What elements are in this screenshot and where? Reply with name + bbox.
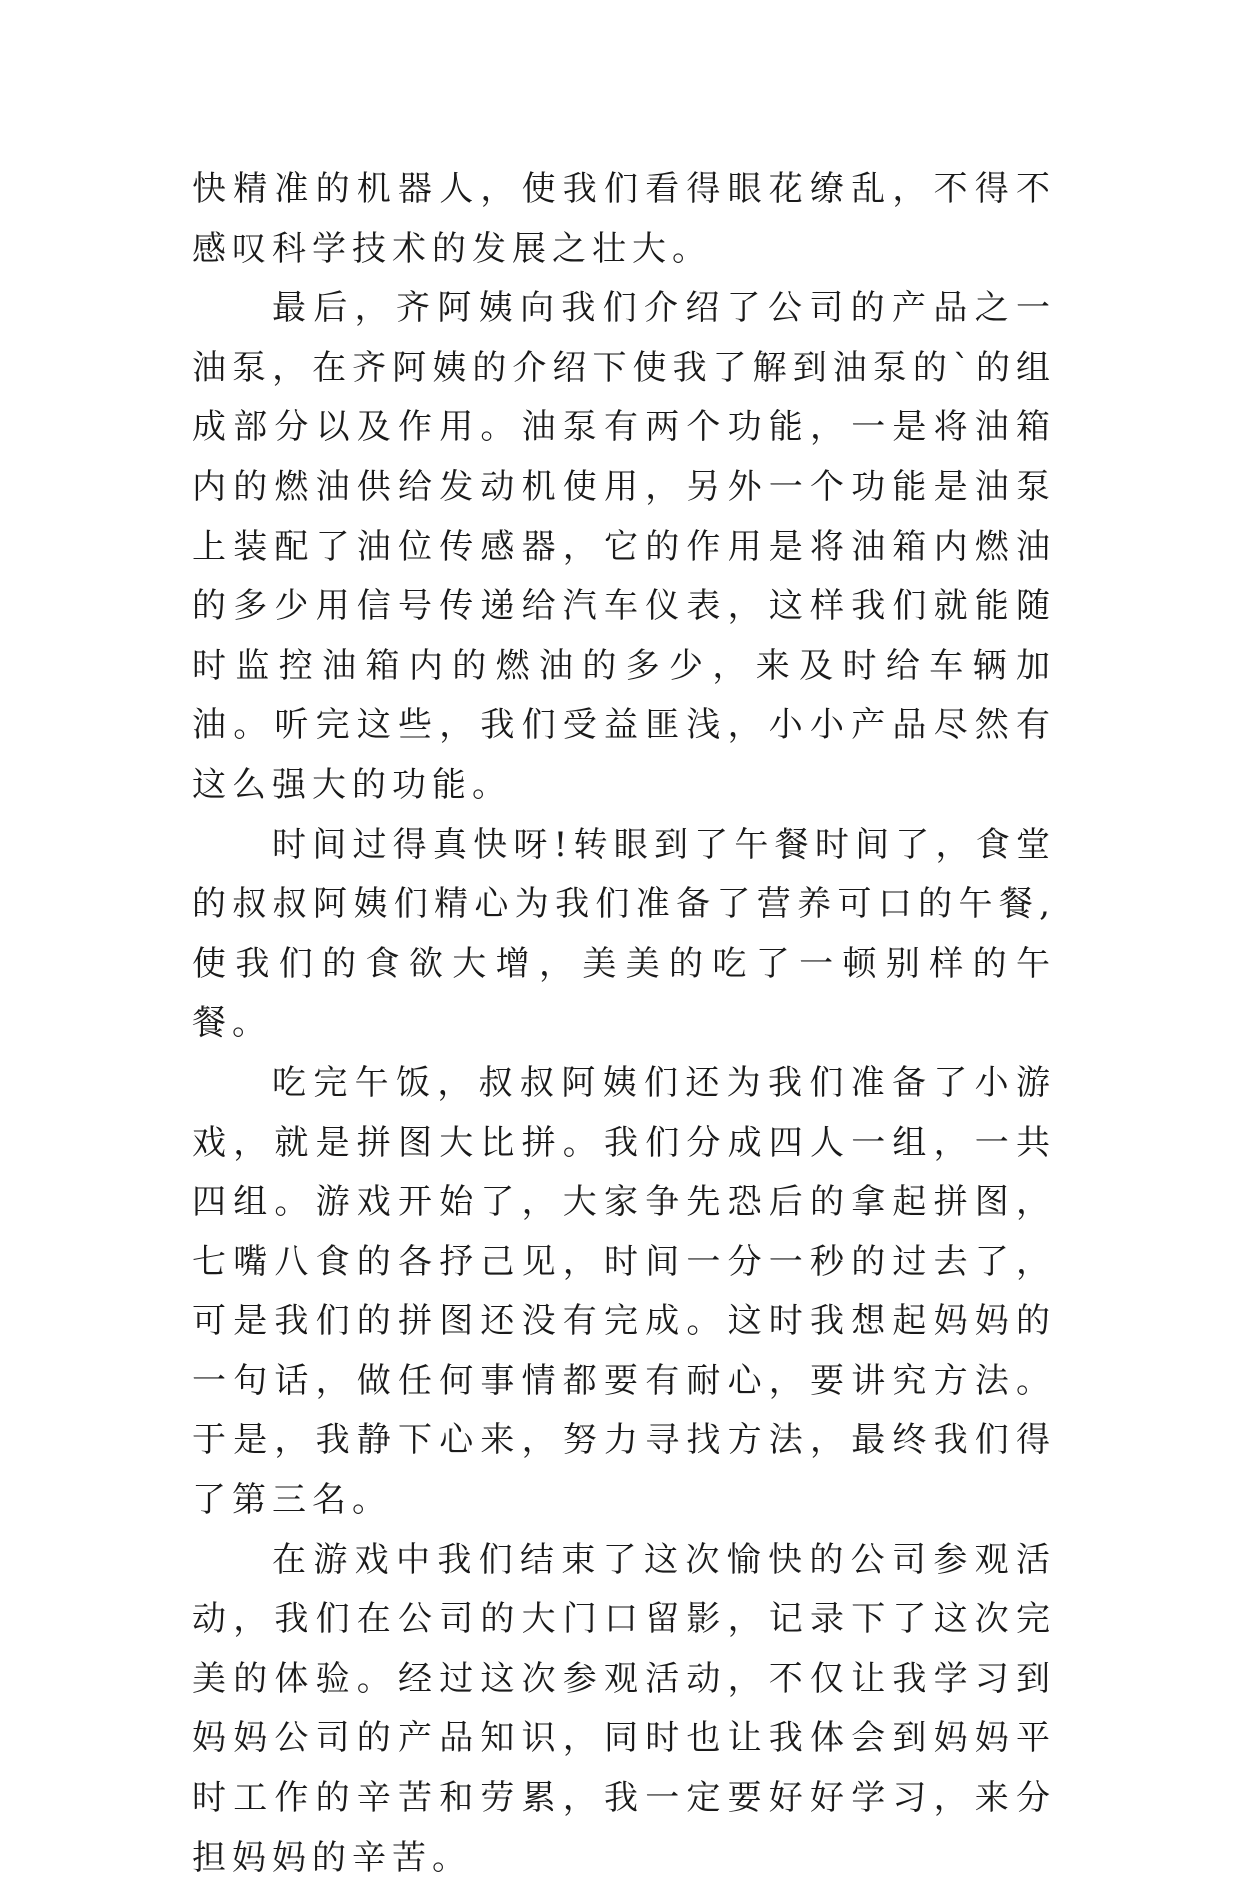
paragraph-4: 吃完午饭，叔叔阿姨们还为我们准备了小游戏，就是拼图大比拼。我们分成四人一组，一共四组。游戏开始了，大家争先恐后的拿起拼图，七嘴八食的各抒己见，时间一分一秒的过去了，可是我们的拼图还没有完成。这时我想起妈妈的一句话，做任何事情都要有耐心，要讲究方法。于是，我静下心来，努力寻找方法，最终我们得了第三名。 (192, 1062, 1056, 1521)
paragraph-5: 在游戏中我们结束了这次愉快的公司参观活动，我们在公司的大门口留影，记录下了这次完美的体验。经过这次参观活动，不仅让我学习到妈妈公司的产品知识，同时也让我体会到妈妈平时工作的辛苦和劳累，我一定要好好学习，来分担妈妈的辛苦。 (192, 1539, 1056, 1878)
paragraph-3: 时间过得真快呀!转眼到了午餐时间了，食堂的叔叔阿姨们精心为我们准备了营养可口的午餐,使我们的食欲大增，美美的吃了一顿别样的午餐。 (192, 824, 1056, 1044)
paragraph-1: 快精准的机器人，使我们看得眼花缭乱，不得不感叹科学技术的发展之壮大。 (192, 169, 1056, 269)
document-body (192, 160, 1056, 1888)
paragraph-2: 最后，齐阿姨向我们介绍了公司的产品之一油泵，在齐阿姨的介绍下使我了解到油泵的`的组成部分以及作用。油泵有两个功能，一是将油箱内的燃油供给发动机使用，另外一个功能是油泵上装配了油位传感器，它的作用是将油箱内燃油的多少用信号传递给汽车仪表，这样我们就能随时监控油箱内的燃油的多少，来及时给车辆加油。听完这些，我们受益匪浅，小小产品尽然有这么强大的功能。 (192, 288, 1056, 805)
